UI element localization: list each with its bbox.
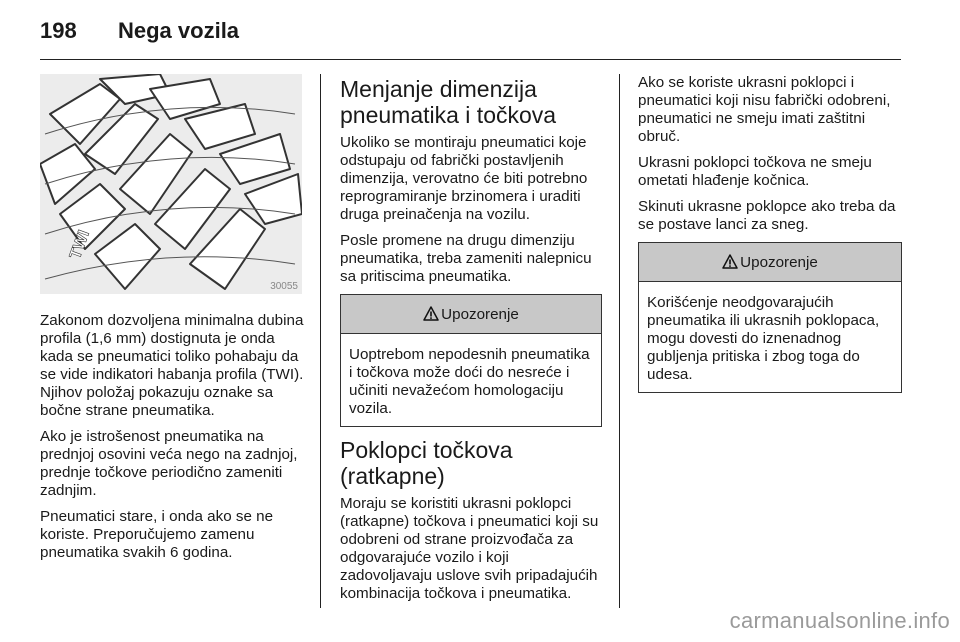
warning-title: Upozorenje xyxy=(441,305,519,323)
col2-paragraph: Posle promene na drugu dimenziju pneumatika, treba zameniti nalepnicu sa pritiscima pneumatika. xyxy=(340,232,592,285)
header-rule xyxy=(40,59,901,60)
column-divider-2 xyxy=(619,74,620,608)
col3-paragraph: Skinuti ukrasne poklopce ako treba da se postave lanci za sneg. xyxy=(638,198,896,233)
warning-triangle-icon xyxy=(722,254,738,270)
page-number: 198 xyxy=(40,18,77,43)
heading-tire-size-change: Menjanje dimenzija pneumatika i točkova xyxy=(340,76,557,128)
column-2 xyxy=(340,74,602,611)
col1-paragraph: Zakonom dozvoljena minimalna dubina profila (1,6 mm) dostignuta je onda kada se pneumatici toliko pohabaju da se vide indikatori habanja profila (TWI). Njihov položaj pokazuju oznake sa bočne strane pneumatika. xyxy=(40,312,304,419)
figure-caption: 30055 xyxy=(270,281,298,292)
col3-paragraph: Ako se koriste ukrasni poklopci i pneumatici koji nisu fabrički odobreni, pneumatici ne smeju imati zaštitni obruč. xyxy=(638,74,891,145)
column-3 xyxy=(638,74,902,403)
tire-tread-illustration xyxy=(40,74,302,294)
watermark: carmanualsonline.info xyxy=(729,608,950,633)
warning-triangle-icon xyxy=(423,306,439,322)
warning-title: Upozorenje xyxy=(740,253,818,271)
col3-paragraph: Ukrasni poklopci točkova ne smeju ometati hlađenje kočnica. xyxy=(638,154,872,189)
warning-text: Korišćenje neodgovarajućih pneumatika ili ukrasnih poklopaca, mogu dovesti do iznenadnog gubljenja pritiska i zbog toga do udesa. xyxy=(647,294,880,383)
section-title: Nega vozila xyxy=(118,18,240,43)
warning-text: Uoptrebom nepodesnih pneumatika i točkova može doći do nesreće i učiniti nevažećom homologaciju vozila. xyxy=(349,346,590,417)
column-1 xyxy=(40,74,304,570)
warning-header xyxy=(639,243,901,282)
col2-paragraph: Moraju se koristiti ukrasni poklopci (ratkapne) točkova i pneumatici koji su odobreni od strane proizvođača za odgovarajuće vozilo i koji zadovoljavaju uslove svih pripadajućih kombinacija točkova i pneumatika. xyxy=(340,495,599,602)
twi-marker-text: TWI xyxy=(67,228,94,262)
page-header xyxy=(0,0,960,60)
col1-paragraph: Pneumatici stare, i onda ako se ne koriste. Preporučujemo zamenu pneumatika svakih 6 godina. xyxy=(40,508,274,561)
heading-wheel-covers: Poklopci točkova (ratkapne) xyxy=(340,437,513,489)
column-divider-1 xyxy=(320,74,321,608)
col1-paragraph: Ako je istrošenost pneumatika na prednjoj osovini veća nego na zadnjoj, prednje točkove periodično zameniti zadnjim. xyxy=(40,428,298,499)
warning-box xyxy=(638,242,902,393)
warning-header xyxy=(341,295,601,334)
tire-tread-figure xyxy=(40,74,302,294)
warning-box xyxy=(340,294,602,427)
col2-paragraph: Ukoliko se montiraju pneumatici koje odstupaju od fabrički postavljenih dimenzija, verovatno će biti potrebno reprogramiranje brzinomera i uraditi druga preinačenja na vozilu. xyxy=(340,134,588,223)
